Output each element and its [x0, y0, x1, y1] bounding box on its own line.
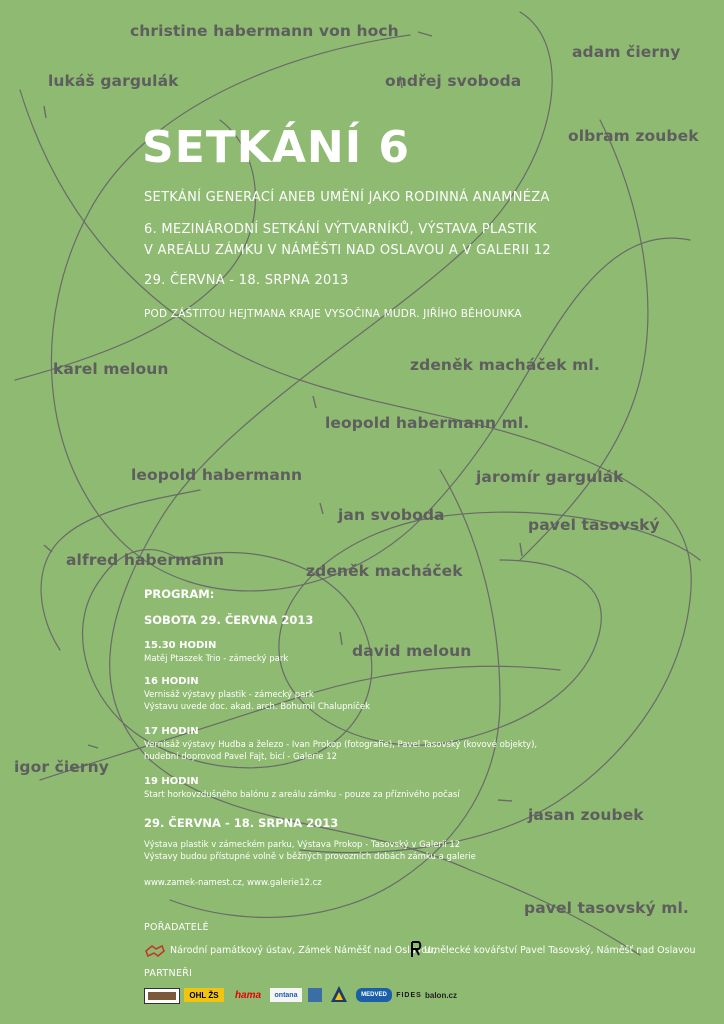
event-1-time: 15.30 HODIN [144, 640, 217, 651]
artist-name-pavel-ml: pavel tasovský ml. [524, 899, 689, 917]
artist-name-jasan: jasan zoubek [528, 806, 644, 824]
artist-name-leopold-ml: leopold habermann ml. [325, 414, 530, 432]
artist-name-jan: jan svoboda [338, 506, 445, 524]
artist-name-pavel: pavel tasovský [528, 516, 660, 534]
artist-name-david: david meloun [352, 642, 472, 660]
patronage-text: POD ZÁŠTITOU HEJTMANA KRAJE VYSOČINA MUDR. JIŘÍHO BĚHOUNKA [144, 308, 522, 320]
event-1-text: Matěj Ptaszek Trio - zámecký park [144, 654, 289, 664]
partner-logo-1 [144, 988, 180, 1004]
program-period: 29. ČERVNA - 18. SRPNA 2013 [144, 816, 339, 830]
partner-logo-triangle-icon [330, 985, 348, 1003]
npu-logo-icon [144, 944, 166, 958]
event-2-text-1: Vernisáž výstavy plastik - zámecký park [144, 690, 314, 700]
period-text-2: Výstavy budou přístupné volně v běžných provozních dobách zámku a galerie [144, 852, 476, 862]
event-4-time: 19 HODIN [144, 776, 199, 787]
web-links: www.zamek-namest.cz, www.galerie12.cz [144, 878, 322, 888]
partner-logo-hama: hama [234, 989, 262, 1001]
period-text-1: Výstava plastik v zámeckém parku, Výstava Prokop - Tasovský v Galerii 12 [144, 840, 461, 850]
artist-name-lukas: lukáš gargulák [48, 72, 179, 90]
partner-logo-medved: MEDVED [356, 988, 392, 1002]
subtitle-generations: SETKÁNÍ GENERACÍ ANEB UMĚNÍ JAKO RODINNÁ ANAMNÉZA [144, 190, 550, 205]
artist-name-christine: christine habermann von hoch [130, 22, 399, 40]
artist-name-ondrej: ondřej svoboda [385, 72, 522, 90]
artist-name-zdenek: zdeněk macháček [306, 562, 463, 580]
program-heading: PROGRAM: [144, 587, 215, 601]
subtitle-dates: 29. ČERVNA - 18. SRPNA 2013 [144, 273, 349, 288]
artist-name-igor: igor čierny [14, 758, 109, 776]
event-3-text-1: Vernisáž výstavy Hudba a železo - Ivan Prokop (fotografie), Pavel Tasovský (kovové objekty), [144, 740, 538, 750]
partner-logo-fontana: ontana [270, 988, 302, 1002]
scribble-line-8 [40, 666, 560, 780]
artist-name-alfred: alfred habermann [66, 551, 225, 569]
event-4-text: Start horkovzdušného balónu z areálu zámku - pouze za příznivého počasí [144, 790, 460, 800]
subtitle-meeting: 6. MEZINÁRODNÍ SETKÁNÍ VÝTVARNÍKŮ, VÝSTAVA PLASTIK [144, 222, 537, 237]
partner-logo-blue [308, 988, 322, 1002]
partners-label: PARTNEŘI [144, 968, 193, 979]
artist-name-adam: adam čierny [572, 43, 681, 61]
subtitle-venue: V AREÁLU ZÁMKU V NÁMĚŠTI NAD OSLAVOU A V GALERII 12 [144, 243, 551, 258]
organizer-npu: Národní památkový ústav, Zámek Náměšť nad Oslavou, [170, 945, 437, 956]
artist-name-leopold: leopold habermann [131, 466, 303, 484]
event-3-text-2: hudební doprovod Pavel Fajt, bicí - Galerie 12 [144, 752, 338, 762]
artist-name-jaromir: jaromír gargulák [476, 468, 624, 486]
partner-logo-ohl: OHL ŽS [184, 988, 224, 1002]
program-day: SOBOTA 29. ČERVNA 2013 [144, 613, 314, 627]
organizer-kovarstvi: Umělecké kovářství Pavel Tasovský, Náměšť nad Oslavou [424, 945, 696, 956]
artist-name-zdenek-ml: zdeněk macháček ml. [410, 356, 600, 374]
partner-logo-balon: balon.cz [425, 990, 458, 1000]
organizers-label: POŘADATELÉ [144, 922, 209, 933]
partner-logo-fides: FIDES [396, 991, 422, 999]
page-title: SETKÁNÍ 6 [142, 122, 411, 173]
event-3-time: 17 HODIN [144, 726, 199, 737]
kovarstvi-logo-icon [410, 940, 422, 958]
artist-name-karel: karel meloun [53, 360, 169, 378]
scribble-line-9 [520, 120, 648, 560]
artist-name-olbram: olbram zoubek [568, 127, 699, 145]
event-2-text-2: Výstavu uvede doc. akad. arch. Bohumil Chalupníček [144, 702, 371, 712]
event-2-time: 16 HODIN [144, 676, 199, 687]
